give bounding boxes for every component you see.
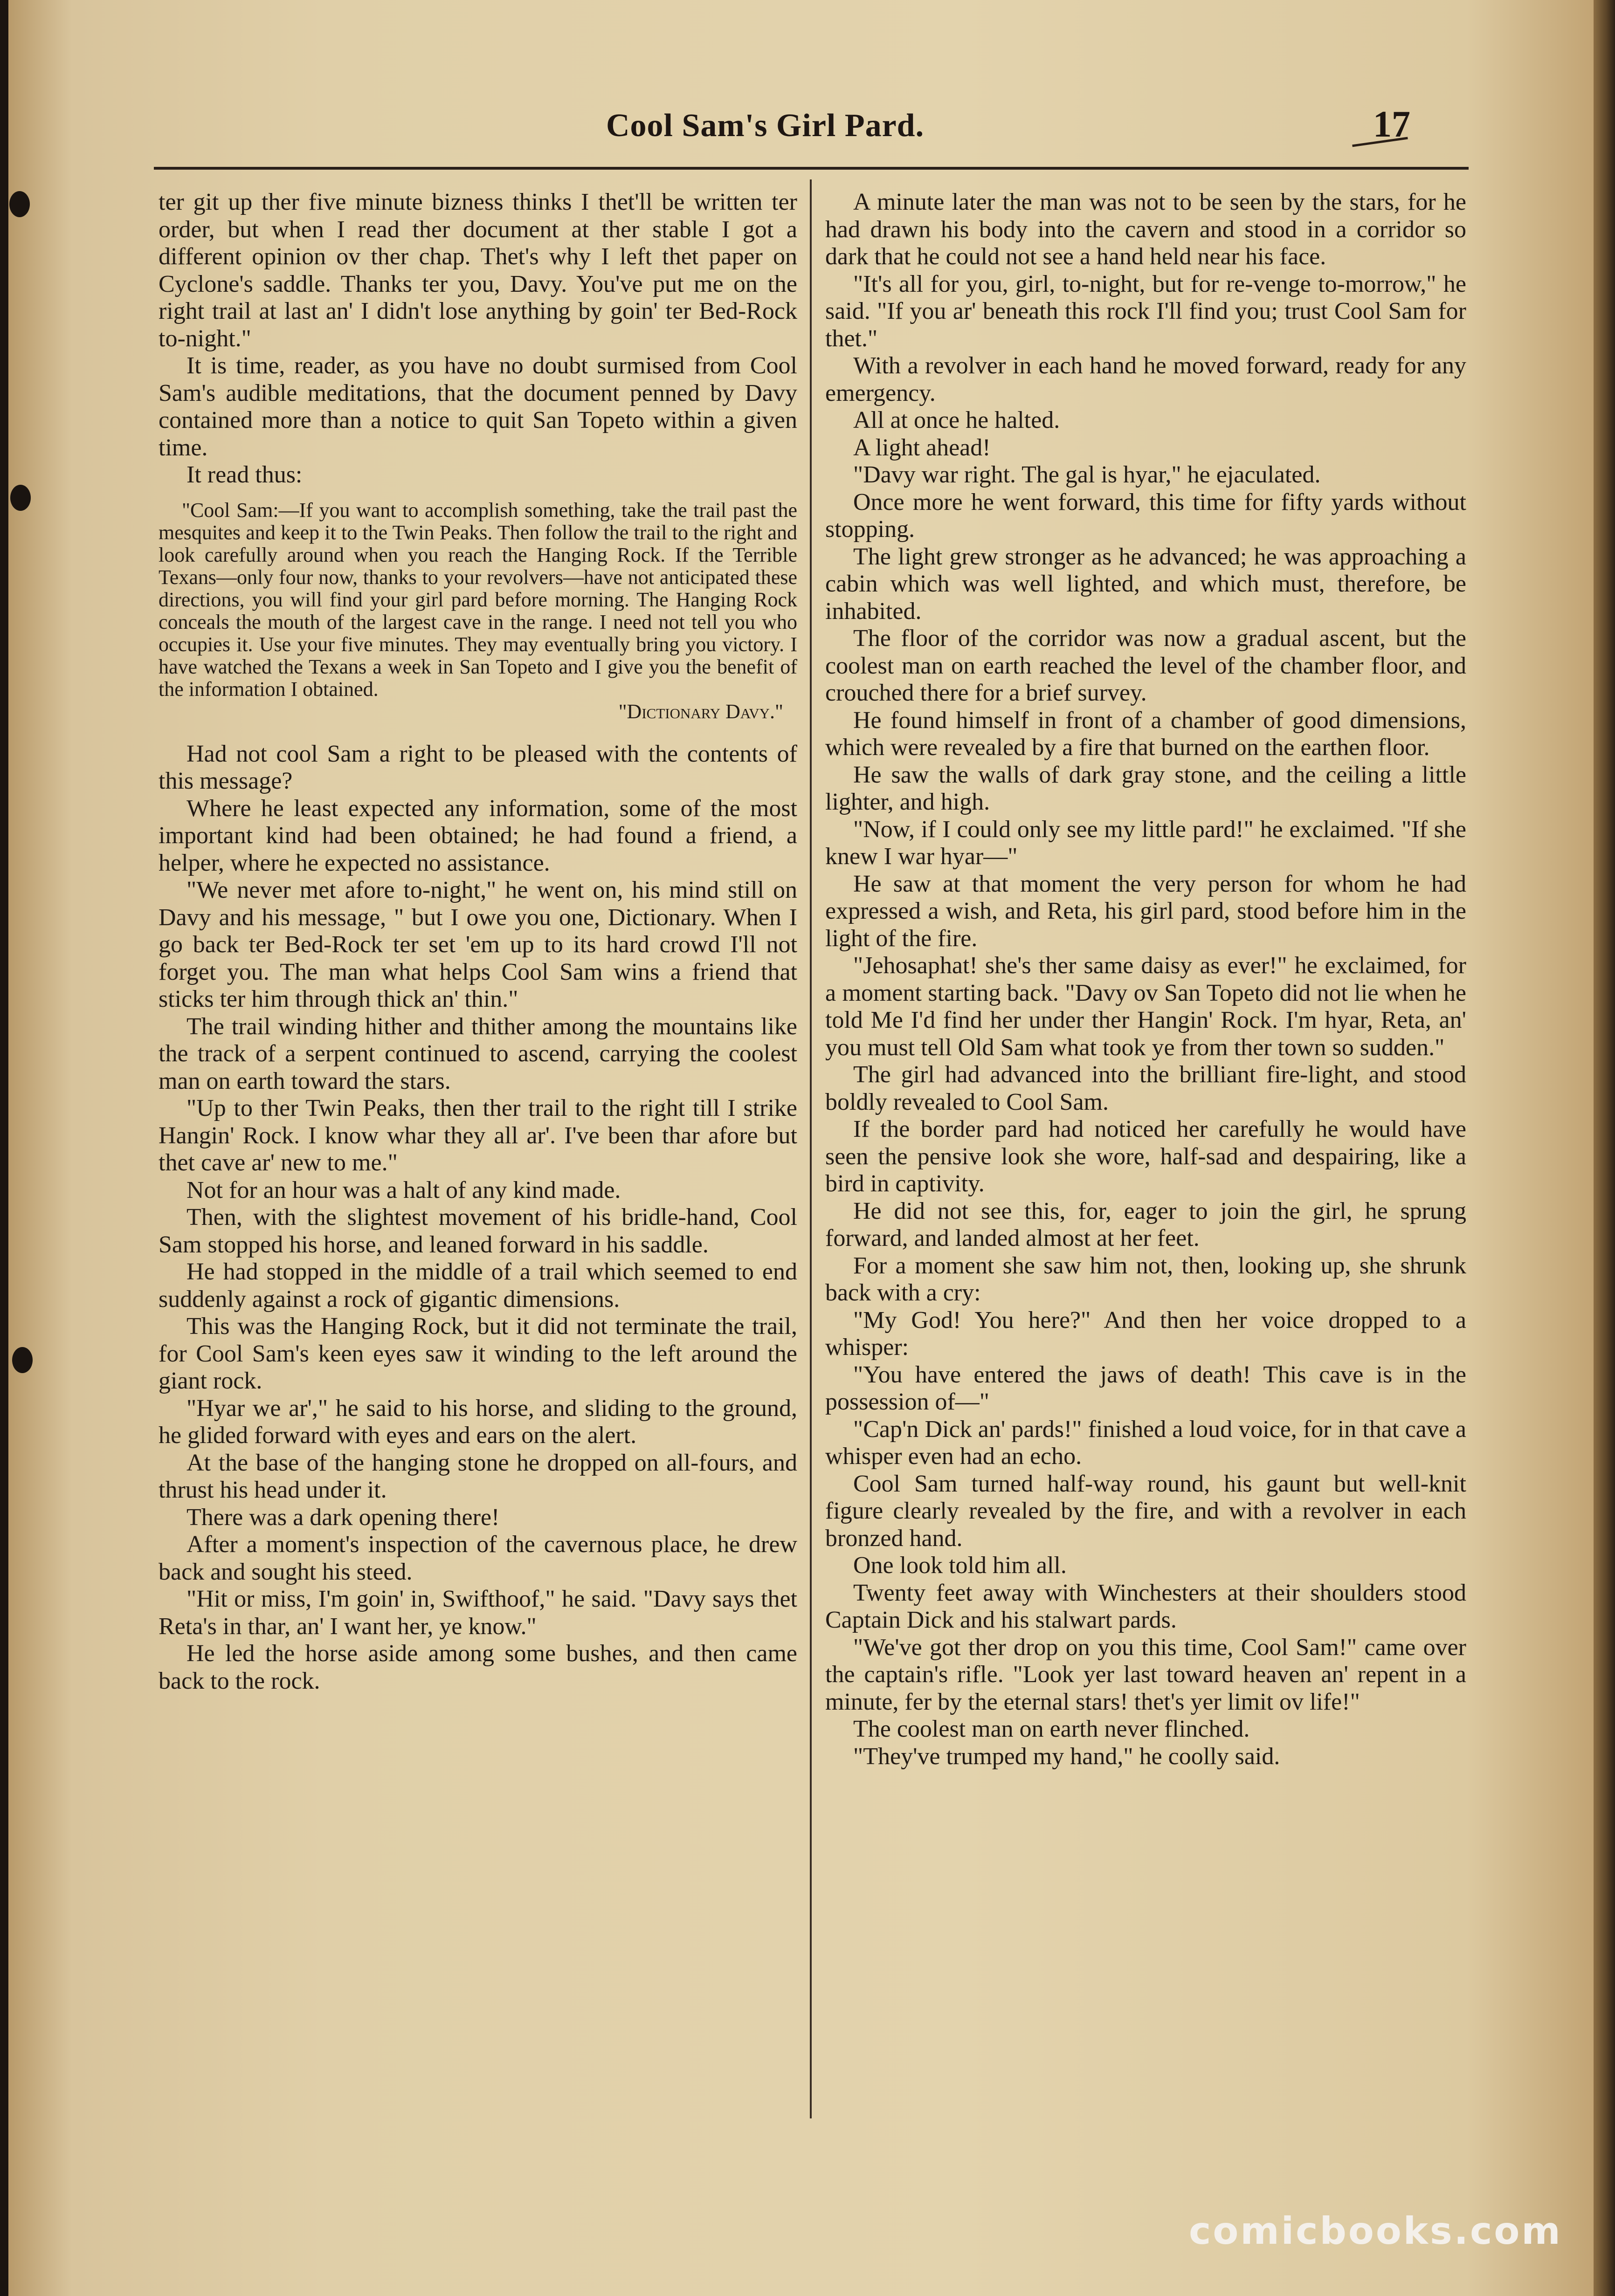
paragraph: Had not cool Sam a right to be pleased with the contents of this message? (159, 740, 797, 794)
paragraph: "Cap'n Dick an' pards!" finished a loud voice, for in that cave a whisper even had an echo. (825, 1416, 1466, 1470)
paragraph: For a moment she saw him not, then, looking up, she shrunk back with a cry: (825, 1252, 1466, 1306)
paragraph: One look told him all. (853, 1552, 1067, 1579)
paragraph: Then, with the slightest movement of his bridle-hand, Cool Sam stopped his horse, and leaned forward in his saddle. (159, 1204, 797, 1258)
running-header-title: Cool Sam's Girl Pard. (606, 108, 925, 144)
paragraph: The girl had advanced into the brilliant fire-light, and stood boldly revealed to Cool Sam. (825, 1061, 1466, 1115)
site-watermark: comicbooks.com (1189, 2209, 1562, 2253)
column-divider (810, 179, 812, 2118)
paragraph: Cool Sam turned half-way round, his gaunt but well-knit figure clearly revealed by the fire, and with a revolver in each bronzed hand. (825, 1470, 1466, 1552)
paragraph: With a revolver in each hand he moved forward, ready for any emergency. (825, 352, 1466, 406)
paragraph: Twenty feet away with Winchesters at their shoulders stood Captain Dick and his stalwart pards. (825, 1579, 1466, 1633)
right-column (825, 189, 1466, 1770)
paragraph: "Davy war right. The gal is hyar," he ejaculated. (853, 461, 1321, 488)
paragraph: He saw at that moment the very person for whom he had expressed a wish, and Reta, his girl pard, stood before him in the light of the fire. (825, 870, 1466, 952)
binding-hole (10, 485, 31, 511)
paragraph: "Up to ther Twin Peaks, then ther trail to the right till I strike Hangin' Rock. I know whar they all ar'. I've been thar afore but thet cave ar' new to me." (159, 1095, 797, 1176)
page-number: 17 (1373, 104, 1410, 145)
paragraph: It is time, reader, as you have no doubt surmised from Cool Sam's audible meditations, that the document penned by Davy contained more than a notice to quit San Topeto within a given time. (159, 352, 797, 461)
paragraph: He found himself in front of a chamber of good dimensions, which were revealed by a fire that burned on the earthen floor. (825, 707, 1466, 761)
paragraph: The light grew stronger as he advanced; he was approaching a cabin which was well lighted, and which must, therefore, be inhabited. (825, 543, 1466, 625)
paragraph: A light ahead! (853, 434, 991, 461)
paragraph: It read thus: (186, 461, 303, 488)
paragraph: "It's all for you, girl, to-night, but for re-venge to-morrow," he said. "If you ar' beneath this rock I'll find you; trust Cool Sam for thet." (825, 270, 1466, 352)
paragraph: "You have entered the jaws of death! This cave is in the possession of—" (825, 1361, 1466, 1415)
paragraph: "Hit or miss, I'm goin' in, Swifthoof," he said. "Davy says thet Reta's in thar, an' I want her, ye know." (159, 1586, 797, 1640)
paragraph: "We've got ther drop on you this time, Cool Sam!" came over the captain's rifle. "Look yer last toward heaven an' repent in a minute, fer by the eternal stars! thet's yer limit ov life!" (825, 1634, 1466, 1715)
paragraph: Once more he went forward, this time for fifty yards without stopping. (825, 488, 1466, 543)
paragraph: He did not see this, for, eager to join the girl, he sprung forward, and landed almost at her feet. (825, 1197, 1466, 1251)
header-rule (154, 167, 1469, 170)
left-column (159, 189, 797, 1695)
letter-body: "Cool Sam:—If you want to accomplish something, take the trail past the mesquites and keep it to the Twin Peaks. Then follow the trail to the right and look carefully around when you reach the Hanging Rock. If the Terrible Texans—only four now, thanks to your revolvers—have not anticipated these directions, you will find your girl pard before morning. The Hanging Rock conceals the mouth of the largest cave in the range. I need not tell you who occupies it. Use your five minutes. They may eventually bring you victory. I have watched the Texans a week in San Topeto and I give you the benefit of the information I obtained. (159, 498, 797, 701)
paragraph: He saw the walls of dark gray stone, and the ceiling a little lighter, and high. (825, 761, 1466, 815)
quoted-letter (159, 499, 797, 723)
letter-signature: "Dictionary Davy." (618, 700, 783, 723)
paragraph: All at once he halted. (853, 407, 1060, 433)
paragraph: Where he least expected any information, some of the most important kind had been obtained; he had found a friend, a helper, where he expected no assistance. (159, 795, 797, 876)
paragraph: "We never met afore to-night," he went on, his mind still on Davy and his message, " but I owe you one, Dictionary. When I go back ter Bed-Rock ter set 'em up to its hard crowd I'll not forget you. The man what helps Cool Sam wins a friend that sticks ter him through thick an' thin." (159, 877, 797, 1012)
paragraph: The coolest man on earth never flinched. (853, 1716, 1250, 1742)
paragraph: A minute later the man was not to be seen by the stars, for he had drawn his body into the cavern and stood in a corridor so dark that he could not see a hand held near his face. (825, 189, 1466, 270)
paragraph: After a moment's inspection of the cavernous place, he drew back and sought his steed. (159, 1531, 797, 1585)
paragraph: If the border pard had noticed her carefully he would have seen the pensive look she wore, half-sad and despairing, like a bird in captivity. (825, 1116, 1466, 1197)
binding-hole (12, 1347, 33, 1373)
paragraph: This was the Hanging Rock, but it did not terminate the trail, for Cool Sam's keen eyes saw it winding to the left around the giant rock. (159, 1313, 797, 1394)
paragraph: "Hyar we ar'," he said to his horse, and sliding to the ground, he glided forward with eyes and ears on the alert. (159, 1395, 797, 1449)
paragraph: The floor of the corridor was now a gradual ascent, but the coolest man on earth reached the level of the chamber floor, and crouched there for a brief survey. (825, 625, 1466, 706)
paragraph: "They've trumped my hand," he coolly said. (853, 1743, 1280, 1770)
binding-hole (9, 191, 30, 217)
paragraph: ter git up ther five minute bizness thinks I thet'll be written ter order, but when I read ther document at ther stable I got a different opinion ov ther chap. Thet's why I left thet paper on Cyclone's saddle. Thanks ter you, Davy. You've put me on the right trail at last an' I didn't lose anything by goin' ter Bed-Rock to-night." (159, 189, 797, 352)
paragraph: Not for an hour was a halt of any kind made. (186, 1176, 621, 1203)
paragraph: At the base of the hanging stone he dropped on all-fours, and thrust his head under it. (159, 1449, 797, 1503)
paragraph: He led the horse aside among some bushes, and then came back to the rock. (159, 1640, 797, 1694)
paragraph: There was a dark opening there! (186, 1504, 500, 1531)
paragraph: "Now, if I could only see my little pard!" he exclaimed. "If she knew I war hyar—" (825, 816, 1466, 870)
paragraph: He had stopped in the middle of a trail which seemed to end suddenly against a rock of gigantic dimensions. (159, 1258, 797, 1313)
paragraph: "Jehosaphat! she's ther same daisy as ever!" he exclaimed, for a moment starting back. "Davy ov San Topeto did not lie when he told Me I'd find her under ther Hangin' Rock. I'm hyar, Reta, an' you must tell Old Sam what took ye from ther town so sudden." (825, 952, 1466, 1061)
page-edge-shadow (1594, 0, 1615, 2296)
paragraph: "My God! You here?" And then her voice dropped to a whisper: (825, 1306, 1466, 1361)
paragraph: The trail winding hither and thither among the mountains like the track of a serpent continued to ascend, carrying the coolest man on earth toward the stars. (159, 1013, 797, 1094)
